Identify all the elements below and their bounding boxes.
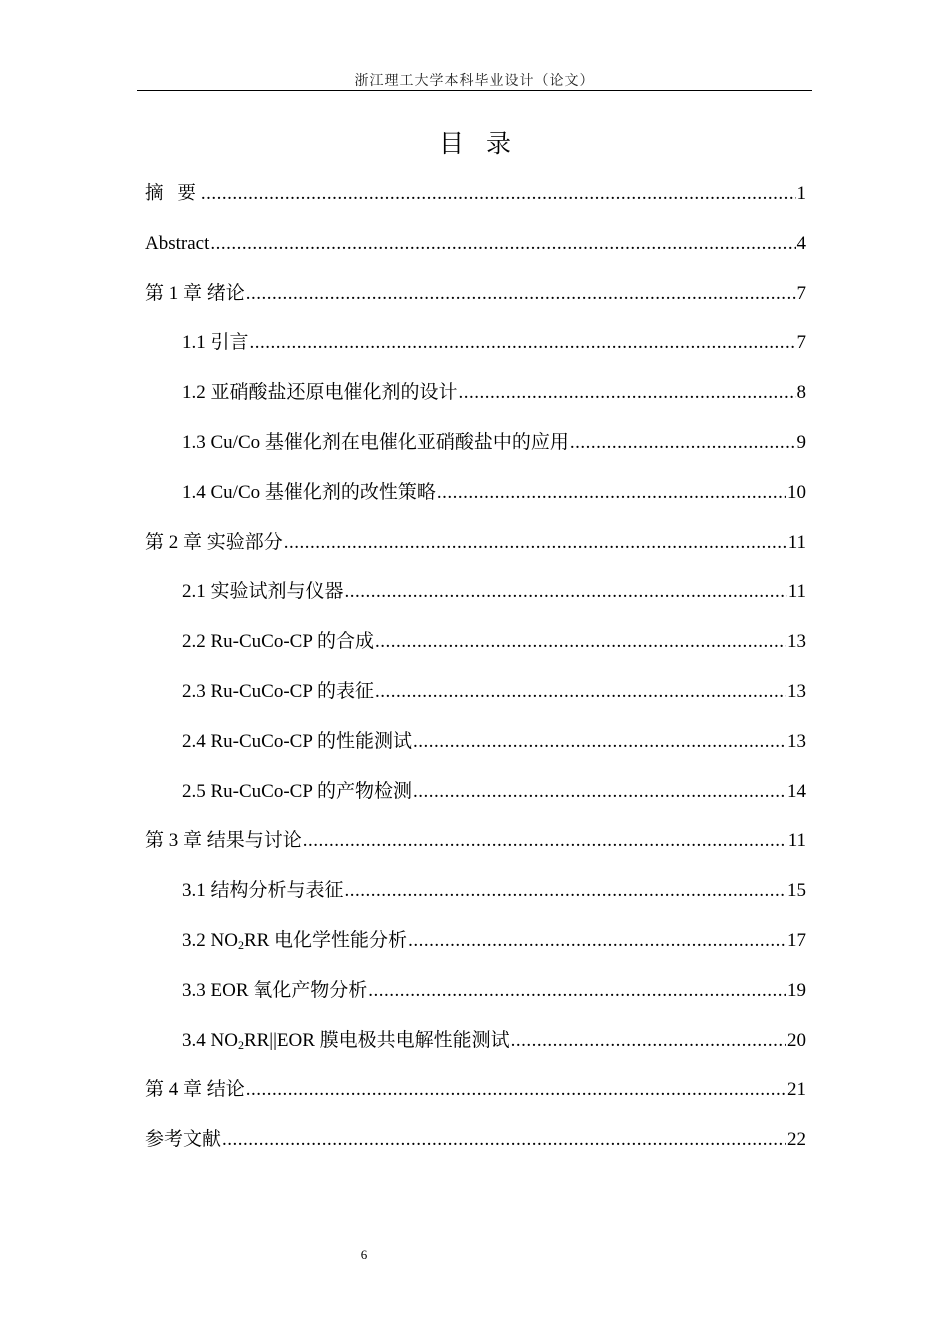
toc-entry-label: 第 1 章 绪论	[145, 282, 245, 304]
table-of-contents	[145, 178, 806, 1174]
toc-entry-section-2-5[interactable]	[145, 776, 806, 826]
header-rule	[137, 90, 812, 91]
toc-entry-label: 3.2 $NO_2RR$ 电化学性能分析	[182, 929, 408, 952]
toc-leader-dots	[284, 527, 787, 559]
toc-entry-chapter-1[interactable]	[145, 278, 806, 328]
toc-leader-dots	[201, 178, 796, 210]
toc-leader-dots	[459, 377, 796, 409]
toc-leader-dots	[375, 626, 786, 658]
toc-title: 目录	[438, 129, 533, 158]
toc-leader-dots	[222, 1124, 786, 1156]
toc-entry-page: 21	[787, 1079, 806, 1101]
toc-entry-chapter-2[interactable]	[145, 527, 806, 577]
toc-entry-page: 14	[787, 780, 806, 802]
toc-leader-dots	[345, 875, 786, 907]
toc-entry-references[interactable]	[145, 1124, 806, 1174]
toc-entry-page: 17	[787, 929, 806, 951]
toc-entry-label: 3.3 EOR 氧化产物分析	[182, 979, 368, 1001]
subscript: 2	[237, 1037, 244, 1052]
toc-entry-section-1-3[interactable]	[145, 427, 806, 477]
toc-entry-label: 第 4 章 结论	[145, 1079, 245, 1101]
toc-entry-page: 13	[787, 631, 806, 653]
toc-entry-label: 1.1 引言	[182, 332, 249, 354]
toc-entry-page: 7	[796, 282, 806, 304]
toc-entry-label: 3.4 $NO_2RR||EOR$ 膜电极共电解性能测试	[182, 1029, 510, 1052]
toc-leader-dots	[437, 477, 786, 509]
toc-leader-dots	[246, 1074, 786, 1106]
toc-entry-label: 1.4 Cu/Co 基催化剂的改性策略	[182, 481, 436, 503]
toc-entry-section-2-4[interactable]	[145, 726, 806, 776]
toc-entry-label: 3.1 结构分析与表征	[182, 880, 344, 902]
toc-entry-label: 第 2 章 实验部分	[145, 531, 283, 553]
toc-leader-dots	[250, 327, 796, 359]
toc-leader-dots	[368, 975, 786, 1007]
toc-entry-page: 10	[787, 481, 806, 503]
toc-entry-page: 13	[787, 730, 806, 752]
toc-leader-dots	[210, 228, 795, 260]
toc-leader-dots	[303, 825, 787, 857]
toc-entry-page: 7	[796, 332, 806, 354]
toc-entry-section-2-2[interactable]	[145, 626, 806, 676]
toc-entry-page: 11	[787, 830, 806, 852]
toc-entry-abstract-cn[interactable]	[145, 178, 806, 228]
toc-leader-dots	[511, 1025, 786, 1057]
toc-leader-dots	[408, 925, 786, 957]
toc-entry-label: 2.4 Ru-CuCo-CP 的性能测试	[182, 730, 412, 752]
toc-entry-section-1-4[interactable]	[145, 477, 806, 527]
toc-entry-label: 参考文献	[145, 1129, 222, 1151]
subscript: 2	[237, 937, 244, 952]
toc-leader-dots	[246, 278, 796, 310]
toc-entry-section-3-2[interactable]	[145, 925, 806, 975]
toc-entry-chapter-3[interactable]	[145, 825, 806, 875]
toc-entry-section-3-3[interactable]	[145, 975, 806, 1025]
toc-entry-label: 1.2 亚硝酸盐还原电催化剂的设计	[182, 382, 458, 404]
toc-entry-page: 11	[787, 581, 806, 603]
toc-entry-section-1-2[interactable]	[145, 377, 806, 427]
toc-entry-page: 8	[796, 382, 806, 404]
toc-leader-dots	[345, 576, 787, 608]
toc-entry-label: 2.1 实验试剂与仪器	[182, 581, 344, 603]
toc-entry-page: 1	[796, 183, 806, 204]
toc-leader-dots	[570, 427, 796, 459]
toc-entry-label: Abstract	[145, 232, 210, 254]
toc-entry-page: 15	[787, 880, 806, 902]
toc-entry-section-3-1[interactable]	[145, 875, 806, 925]
toc-entry-label: 第 3 章 结果与讨论	[145, 830, 302, 852]
running-header: 浙江理工大学本科毕业设计（论文）	[354, 73, 595, 89]
toc-entry-label: 1.3 Cu/Co 基催化剂在电催化亚硝酸盐中的应用	[182, 431, 569, 453]
toc-entry-section-3-4[interactable]	[145, 1025, 806, 1075]
toc-entry-chapter-4[interactable]	[145, 1074, 806, 1124]
toc-entry-page: 9	[796, 431, 806, 453]
toc-entry-page: 11	[787, 531, 806, 553]
toc-entry-abstract-en[interactable]	[145, 228, 806, 278]
toc-entry-label: 2.2 Ru-CuCo-CP 的合成	[182, 631, 374, 653]
toc-entry-label: 2.3 Ru-CuCo-CP 的表征	[182, 680, 374, 702]
page-number: 6	[360, 1247, 368, 1262]
toc-entry-label: 2.5 Ru-CuCo-CP 的产物检测	[182, 780, 412, 802]
toc-leader-dots	[375, 676, 786, 708]
toc-leader-dots	[413, 776, 786, 808]
toc-entry-section-2-3[interactable]	[145, 676, 806, 726]
toc-entry-section-2-1[interactable]	[145, 576, 806, 626]
toc-entry-section-1-1[interactable]	[145, 327, 806, 377]
toc-entry-page: 20	[787, 1029, 806, 1051]
toc-leader-dots	[413, 726, 786, 758]
toc-entry-page: 4	[796, 232, 806, 254]
toc-entry-page: 19	[787, 979, 806, 1001]
toc-entry-page: 13	[787, 680, 806, 702]
toc-entry-page: 22	[787, 1129, 806, 1151]
toc-entry-label: 摘 要	[145, 183, 200, 204]
